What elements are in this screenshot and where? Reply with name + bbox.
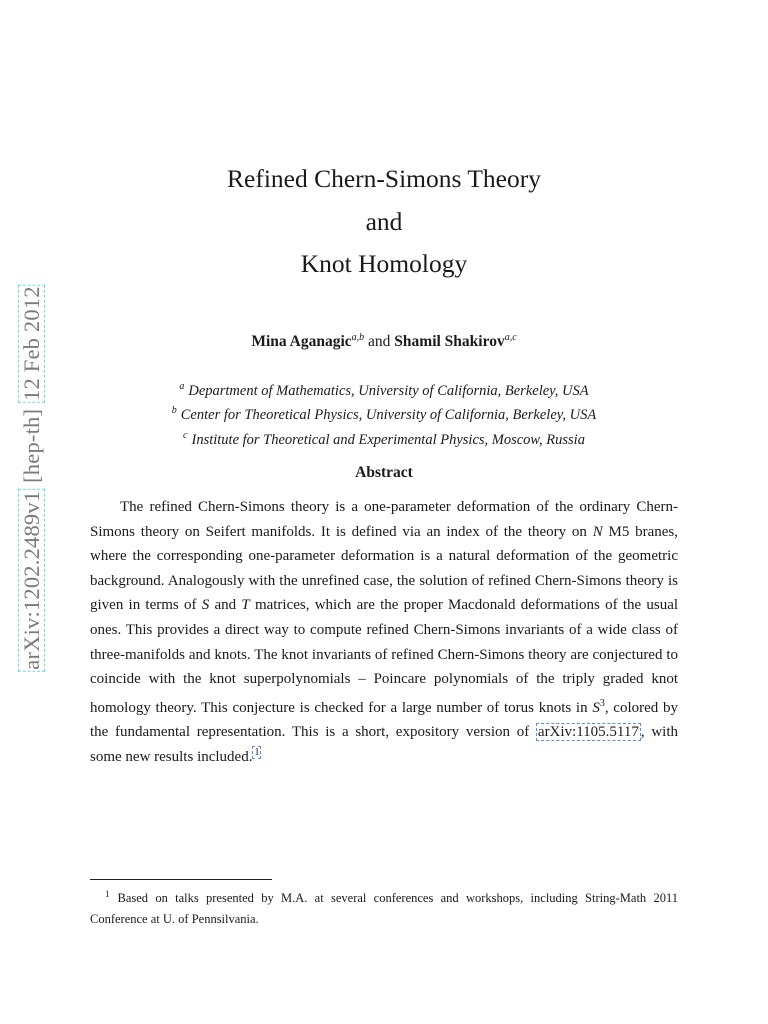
math-S: S bbox=[201, 597, 210, 614]
affiliation-a-mark: a bbox=[179, 381, 185, 392]
title-line-3: Knot Homology bbox=[300, 249, 468, 278]
arxiv-ref-link[interactable]: arXiv:1105.5117 bbox=[537, 724, 639, 741]
math-S3-base: S bbox=[592, 699, 600, 716]
author-2: Shamil Shakirov bbox=[394, 333, 505, 351]
footnote bbox=[90, 884, 678, 930]
affiliation-c bbox=[0, 430, 768, 449]
arxiv-id-link[interactable]: arXiv:1202.2489v1 bbox=[19, 490, 44, 670]
abstract-and: and bbox=[214, 597, 237, 614]
abstract-text bbox=[90, 495, 678, 770]
affiliation-b-mark: b bbox=[171, 405, 177, 416]
affiliation-c-mark: c bbox=[183, 430, 188, 441]
author-list bbox=[0, 332, 768, 351]
arxiv-category: [hep-th] bbox=[19, 408, 44, 483]
author-1-affil: a,b bbox=[351, 332, 365, 343]
abstract-part-1: The refined Chern-Simons theory is a one-parameter deformation of the ordinary Chern-Simons theory on Seifert manifolds. It is defined via an index of the theory on bbox=[90, 499, 678, 540]
abstract-part-2: M5 branes, where the corresponding one-parameter deformation is a natural deformation of the geometric background. Analogously with the unrefined case, the solution of refined Chern-Simons theory is given in terms of bbox=[90, 523, 679, 614]
paper-title bbox=[0, 158, 768, 286]
math-N: N bbox=[592, 523, 603, 540]
math-S3-exp: 3 bbox=[599, 697, 605, 709]
math-S3 bbox=[592, 697, 605, 716]
footnote-divider bbox=[90, 879, 272, 880]
affiliation-a-text: Department of Mathematics, University of California, Berkeley, USA bbox=[188, 382, 589, 399]
affiliation-b-text: Center for Theoretical Physics, University of California, Berkeley, USA bbox=[180, 406, 597, 423]
author-2-affil: a,c bbox=[504, 332, 517, 343]
title-line-2: and bbox=[365, 206, 403, 236]
footnote-ref-link[interactable]: 1 bbox=[254, 746, 260, 758]
abstract-part-5: , with some new results included. bbox=[90, 724, 679, 765]
title-line-1: Refined Chern-Simons Theory bbox=[227, 164, 541, 193]
affiliation-a bbox=[0, 381, 768, 400]
author-1: Mina Aganagic bbox=[251, 333, 352, 351]
arxiv-date[interactable]: 12 Feb 2012 bbox=[19, 286, 44, 401]
abstract-heading: Abstract bbox=[355, 464, 413, 481]
abstract-part-3: matrices, which are the proper Macdonald deformations of the usual ones. This provides a direct way to compute refined Chern-Simons invariants of a wide class of three-manifolds and knots. The knot invariants of refined Chern-Simons theory are conjectured to coincide with the knot superpolynomials – Poincare polynomials of the triply graded knot homology theory. This conjecture is checked for a large number of torus knots in bbox=[90, 597, 679, 716]
footnote-mark: 1 bbox=[105, 889, 110, 899]
footnote-text: Based on talks presented by M.A. at several conferences and workshops, including String-Math 2011 Conference at U. of Pennsilvania. bbox=[90, 891, 678, 927]
abstract-part-4: , colored by the fundamental representation. This is a short, expository version of bbox=[90, 699, 678, 741]
math-T: T bbox=[241, 597, 250, 614]
affiliation-b bbox=[0, 405, 768, 424]
affiliation-c-text: Institute for Theoretical and Experimental Physics, Moscow, Russia bbox=[191, 431, 585, 448]
author-conjunction: and bbox=[368, 333, 391, 351]
